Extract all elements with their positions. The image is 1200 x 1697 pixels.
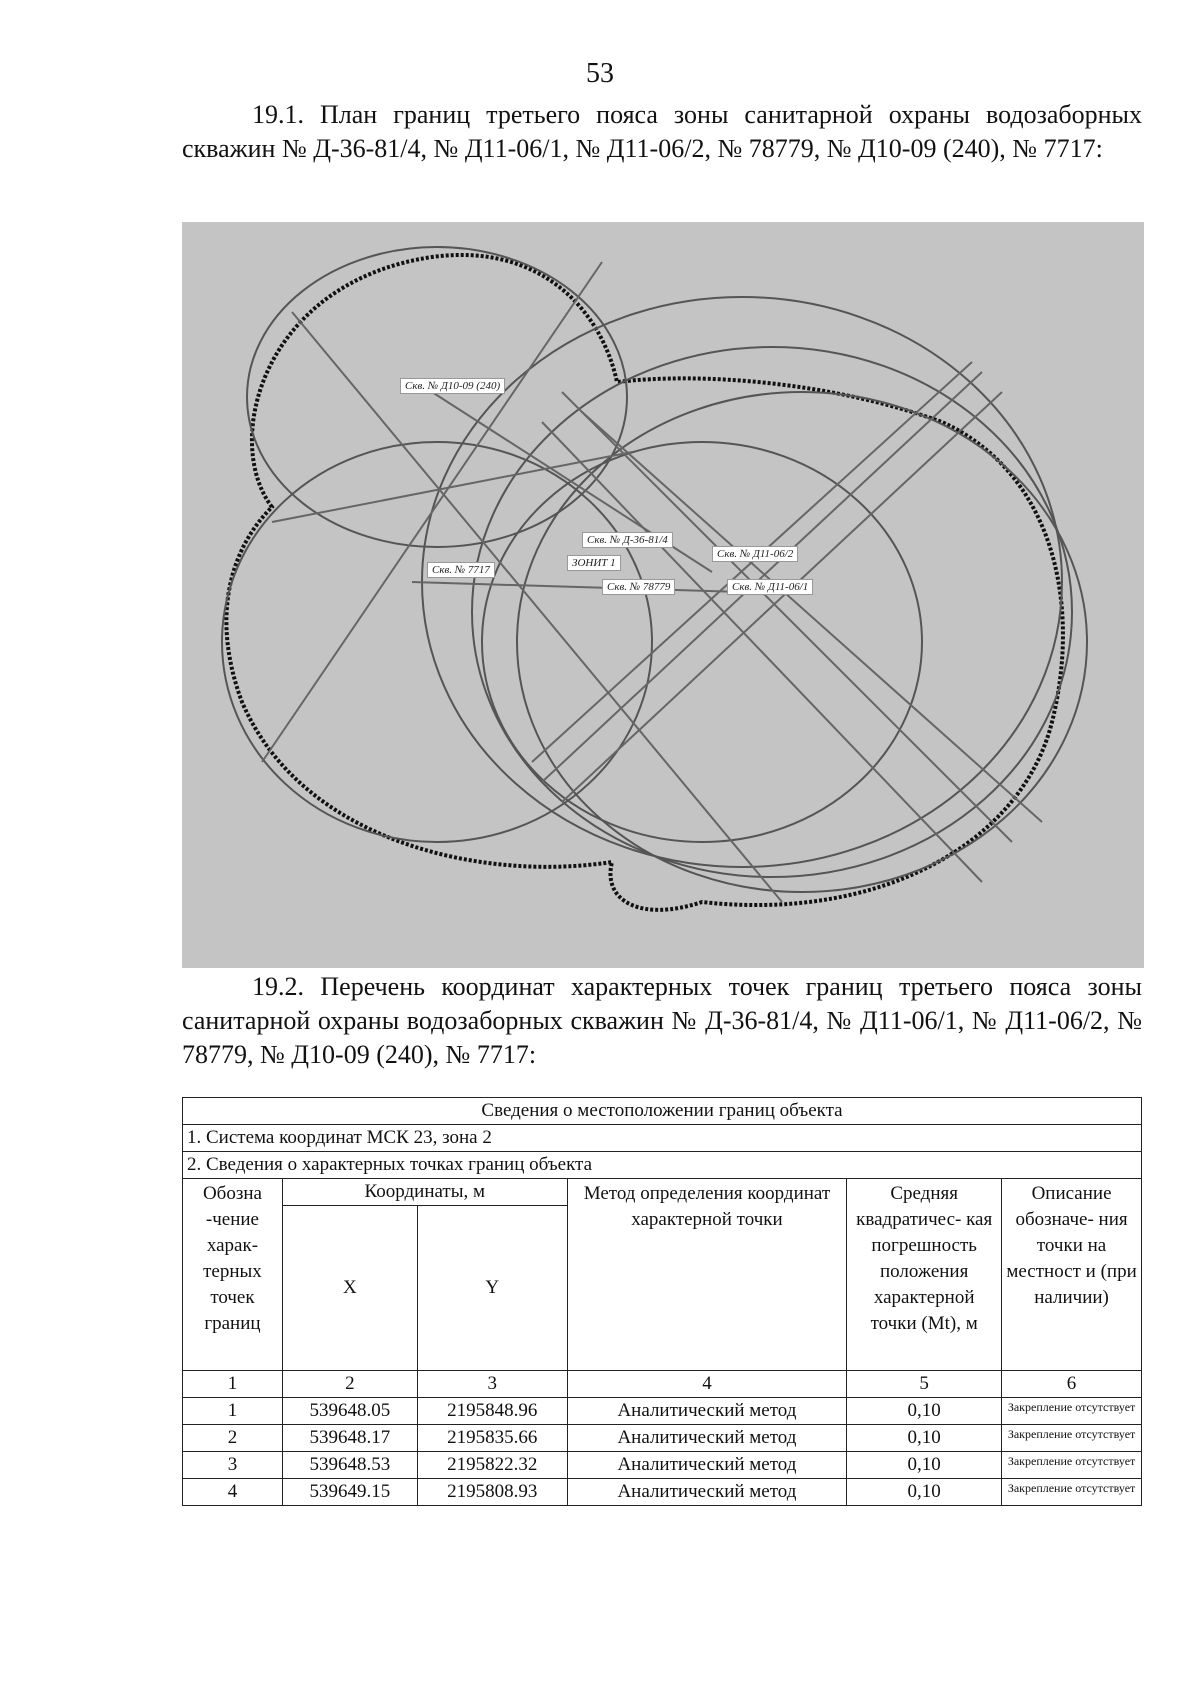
label-zone: ЗОНИТ 1	[567, 555, 621, 571]
section-heading-plan	[182, 98, 1142, 166]
header-x: X	[282, 1206, 417, 1371]
coordinate-system: 1. Система координат МСК 23, зона 2	[183, 1125, 1142, 1152]
header-designation: Обозна -чение харак- терных точек границ	[183, 1179, 283, 1371]
column-number: 5	[847, 1371, 1002, 1398]
point-method: Аналитический метод	[567, 1479, 847, 1506]
header-description: Описание обозначе- ния точки на местност и (при наличии)	[1002, 1179, 1142, 1371]
header-row-top	[183, 1179, 1142, 1206]
point-description: Закрепление отсутствует	[1002, 1398, 1142, 1425]
point-description: Закрепление отсутствует	[1002, 1452, 1142, 1479]
column-number-row	[183, 1371, 1142, 1398]
column-number: 3	[417, 1371, 567, 1398]
header-y: Y	[417, 1206, 567, 1371]
point-x: 539648.53	[282, 1452, 417, 1479]
column-number: 6	[1002, 1371, 1142, 1398]
point-mt: 0,10	[847, 1425, 1002, 1452]
table-row	[183, 1452, 1142, 1479]
boundary-plan-map	[182, 222, 1144, 968]
header-error: Средняя квадратичес- кая погрешность положения характерной точки (Mt), м	[847, 1179, 1002, 1371]
point-y: 2195848.96	[417, 1398, 567, 1425]
section-heading-plan-text: 19.1. План границ третьего пояса зоны санитарной охраны водозаборных скважин № Д-36-81/4, № Д11-06/1, № Д11-06/2, № 78779, № Д10-09 (240), № 7717:	[182, 100, 1142, 163]
header-method: Метод определения координат характерной точки	[567, 1179, 847, 1371]
points-title: 2. Сведения о характерных точках границ объекта	[183, 1152, 1142, 1179]
point-description: Закрепление отсутствует	[1002, 1425, 1142, 1452]
point-x: 539648.05	[282, 1398, 417, 1425]
page-number: 53	[586, 58, 614, 89]
point-method: Аналитический метод	[567, 1452, 847, 1479]
point-mt: 0,10	[847, 1479, 1002, 1506]
point-number: 1	[183, 1398, 283, 1425]
table-points-title-row	[183, 1152, 1142, 1179]
point-x: 539648.17	[282, 1425, 417, 1452]
column-number: 2	[282, 1371, 417, 1398]
column-number: 1	[183, 1371, 283, 1398]
point-y: 2195835.66	[417, 1425, 567, 1452]
point-number: 2	[183, 1425, 283, 1452]
table-title: Сведения о местоположении границ объекта	[183, 1098, 1142, 1125]
point-x: 539649.15	[282, 1479, 417, 1506]
point-number: 3	[183, 1452, 283, 1479]
section-heading-coordinates-text: 19.2. Перечень координат характерных точек границ третьего пояса зоны санитарной охраны водозаборных скважин № Д-36-81/4, № Д11-06/1, № Д11-06/2, № 78779, № Д10-09 (240), № 7717:	[182, 972, 1142, 1069]
point-method: Аналитический метод	[567, 1398, 847, 1425]
table-row	[183, 1479, 1142, 1506]
point-mt: 0,10	[847, 1398, 1002, 1425]
table-row	[183, 1425, 1142, 1452]
table-title-row	[183, 1098, 1142, 1125]
label-well-d11-2: Скв. № Д11-06/2	[712, 546, 798, 562]
table-system-row	[183, 1125, 1142, 1152]
point-method: Аналитический метод	[567, 1425, 847, 1452]
point-y: 2195822.32	[417, 1452, 567, 1479]
label-well-78779: Скв. № 78779	[602, 579, 675, 595]
label-well-d36: Скв. № Д-36-81/4	[582, 532, 673, 548]
point-y: 2195808.93	[417, 1479, 567, 1506]
point-description: Закрепление отсутствует	[1002, 1479, 1142, 1506]
table-row	[183, 1398, 1142, 1425]
header-coordinates: Координаты, м	[282, 1179, 567, 1206]
point-mt: 0,10	[847, 1452, 1002, 1479]
coordinates-table	[182, 1097, 1142, 1506]
label-well-d10: Скв. № Д10-09 (240)	[400, 378, 505, 394]
column-number: 4	[567, 1371, 847, 1398]
section-heading-coordinates	[182, 970, 1142, 1072]
map-background	[182, 222, 1144, 968]
boundary-plan-drawing	[182, 222, 1144, 968]
label-well-d11-1: Скв. № Д11-06/1	[727, 579, 813, 595]
label-well-7717: Скв. № 7717	[427, 562, 495, 578]
point-number: 4	[183, 1479, 283, 1506]
